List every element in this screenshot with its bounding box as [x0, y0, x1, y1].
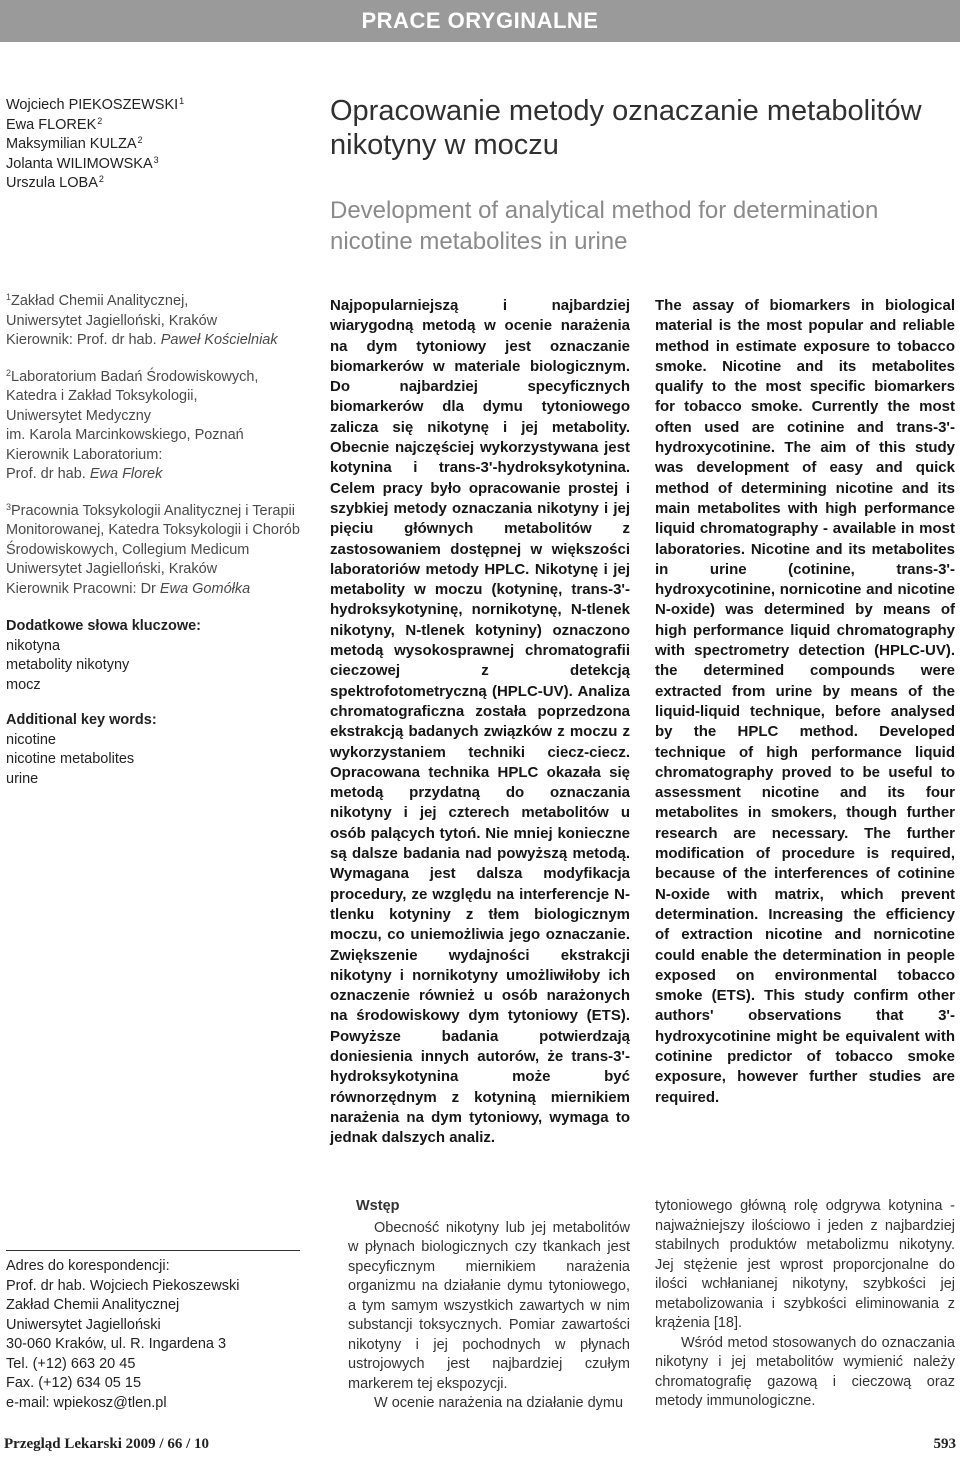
body-paragraph: tytoniowego główną rolę odgrywa kotynina - najważniejszy ilościowo i jeden z najbardziej stabilnych produktów metabolizmu nikotyny. Jej stężenie jest wprost proporcjonalne do ilości wchłanianej nikotyny, szybkości jej metabolizowania i szybkości eliminowania z krążenia [18].	[655, 1198, 955, 1331]
body-paragraph: Obecność nikotyny lub jej metabolitów w płynach biologicznych czy tkankach jest specyficznym miernikiem narażenia organizmu na działanie dymu tytoniowego, a tym samym wszystkich zawartych w nim substancji toksycznych. Pomiar zawartości nikotyny i jej pochodnych w płynach ustrojowych jest najbardziej czułym markerem tej ekspozycji.	[348, 1219, 630, 1392]
abstract-polish: Najpopularniejszą i najbardziej wiarygodną metodą w ocenie narażenia na dym tytoniowy jest oznaczanie biomarkerów w materiale biologicznym. Do najbardziej specyficznych biomarkerów dla dymu tytoniowego zalicza się nikotynę i jej metabolity. Obecnie najczęściej wykorzystywana jest kotynina i trans-3'-hydroksykotynina. Celem pracy było opracowanie prostej i szybkiej metody oznaczania nikotyny i jej pięciu głównych metabolitów z zastosowaniem dostępnej w większości laboratoriów metody HPLC. Nikotynę i jej metabolity w moczu (kotyninę, trans-3'-hydroksykotyninę, nornikotynę, N-tlenek nikotyny, N-tlenek kotyniny) oznaczono metodą wysokosprawnej chromatografii cieczowej z detekcją spektrofotometryczną (HPLC-UV). Analiza chromatograficzna została poprzedzona ekstrakcją badanych związków z moczu z wykorzystaniem techniki ciecz-ciecz. Opracowana technika HPLC okazała się metodą przydatną do oznaczania nikotyny i jej czterech metabolitów u osób palących tytoń. Nie mniej konieczne są dalsze badania nad powyższą metodą. Wymagana jest dalsza modyfikacja procedury, ze względu na interferencje N-tlenku kotyniny z tłem biologicznym moczu, co uniemożliwia jego oznaczanie. Zwiększenie wydajności ekstrakcji nikotyny i nornikotyny umożliwiłoby ich oznaczenie również u osób narażonych na środowiskowy dym tytoniowy (ETS). Powyższe badania potwierdzają doniesienia innych autorów, że trans-3'-hydroksykotynina może być równorzędnym z kotyniną miernikiem narażenia na dym tytoniowy, wymaga to jednak dalszych analiz.	[330, 297, 630, 1147]
body-column-right	[655, 1197, 955, 1412]
correspondence-line: 30-060 Kraków, ul. R. Ingardena 3	[6, 1336, 227, 1352]
correspondence-email: e-mail: wpiekosz@tlen.pl	[6, 1394, 167, 1411]
author: Maksymilian KULZA$^2$	[6, 135, 143, 152]
keyword: nikotyna	[6, 637, 61, 654]
correspondence-fax: Fax. (+12) 634 05 15	[6, 1375, 142, 1391]
affiliation-3: $^3$Pracownia Toksykologii Analitycznej i Terapii Monitorowanej, Katedra Toksykologii i Chorób Środowiskowych, Collegium Medicum Uniwersytet Jagielloński, Kraków Kierownik Pracowni: Dr Ewa Gomółka	[6, 501, 300, 597]
section-banner: PRACE ORYGINALNE	[0, 0, 960, 42]
correspondence-address	[6, 1250, 300, 1413]
keyword: nicotine metabolites	[6, 751, 135, 767]
section-heading: Wstęp	[356, 1198, 400, 1214]
author: Urszula LOBA$^2$	[6, 174, 104, 191]
keyword: metabolity nikotyny	[6, 657, 130, 673]
affiliation-2: $^2$Laboratorium Badań Środowiskowych, Katedra i Zakład Toksykologii, Uniwersytet Medyczny im. Karola Marcinkowskiego, Poznań Kierownik Laboratorium: Prof. dr hab. Ewa Florek	[6, 367, 259, 482]
keywords-english-heading: Additional key words:	[6, 712, 157, 728]
author: Jolanta WILIMOWSKA$^3$	[6, 154, 159, 172]
keywords	[6, 617, 316, 789]
author: Wojciech PIEKOSZEWSKI$^1$	[6, 96, 185, 113]
article-title-english: Development of analytical method for determination nicotine metabolites in urine	[330, 197, 879, 255]
article-title-polish: Opracowanie metody oznaczanie metabolitów nikotyny w moczu	[330, 95, 922, 161]
abstract-english: The assay of biomarkers in biological material is the most popular and reliable method in estimate exposure to tobacco smoke. Nicotine and its metabolites qualify to the most specific biomarkers for tobacco smoke. Currently the most often used are cotinine and trans-3'-hydroxycotinine. The aim of this study was development of easy and quick method of determining nicotine and its main metabolites with high performance liquid chromatography - available in most laboratories. Nicotine and its metabolites in urine (cotinine, trans-3'-hydroxycotinine, nornicotine and nicotine N-oxide) was determined by means of high performance liquid chromatography with spectrometry detection (HPLC-UV). the determined compounds were extracted from urine by means of the liquid-liquid technique, before analysed by the HPLC method. Developed technique of high performance liquid chromatography proved to be useful to assessment nicotine and its four metabolites in smokers, though further research are necessary. The further modification of procedure is required, because of the interferences of cotinine N-oxide with matrix, which prevent determination. Increasing the efficiency of extraction nicotine and nornicotine could enable the determination in people exposed on environmental tobacco smoke (ETS). This study confirm other authors' observations that 3'-hydroxycotinine might be equivalent with cotinine predictor of tobacco smoke exposure, however further studies are required.	[655, 297, 955, 1106]
correspondence-line: Zakład Chemii Analitycznej	[6, 1297, 180, 1313]
keyword: mocz	[6, 676, 41, 693]
affiliations	[6, 292, 316, 616]
correspondence-heading: Adres do korespondencji:	[6, 1258, 170, 1274]
affiliation-1: $^1$Zakład Chemii Analitycznej, Uniwersytet Jagielloński, Kraków Kierownik: Prof. dr hab. Paweł Kościelniak	[6, 292, 278, 348]
page-number: 593	[933, 1436, 956, 1452]
author-list	[6, 96, 316, 194]
correspondence-line: Uniwersytet Jagielloński	[6, 1316, 161, 1333]
author: Ewa FLOREK$^2$	[6, 115, 103, 133]
body-paragraph: Wśród metod stosowanych do oznaczania nikotyny i jej metabolitów wymienić należy chromatografię gazową i cieczową oraz metody immunologiczne.	[655, 1334, 955, 1409]
keyword: urine	[6, 770, 39, 787]
correspondence-line: Prof. dr hab. Wojciech Piekoszewski	[6, 1277, 240, 1294]
body-paragraph: W ocenie narażenia na działanie dymu	[374, 1395, 624, 1411]
correspondence-phone: Tel. (+12) 663 20 45	[6, 1355, 136, 1372]
keywords-polish-heading: Dodatkowe słowa kluczowe:	[6, 618, 201, 634]
journal-citation: Przegląd Lekarski 2009 / 66 / 10	[4, 1436, 209, 1452]
keyword: nicotine	[6, 731, 56, 748]
body-column-middle	[348, 1197, 630, 1414]
